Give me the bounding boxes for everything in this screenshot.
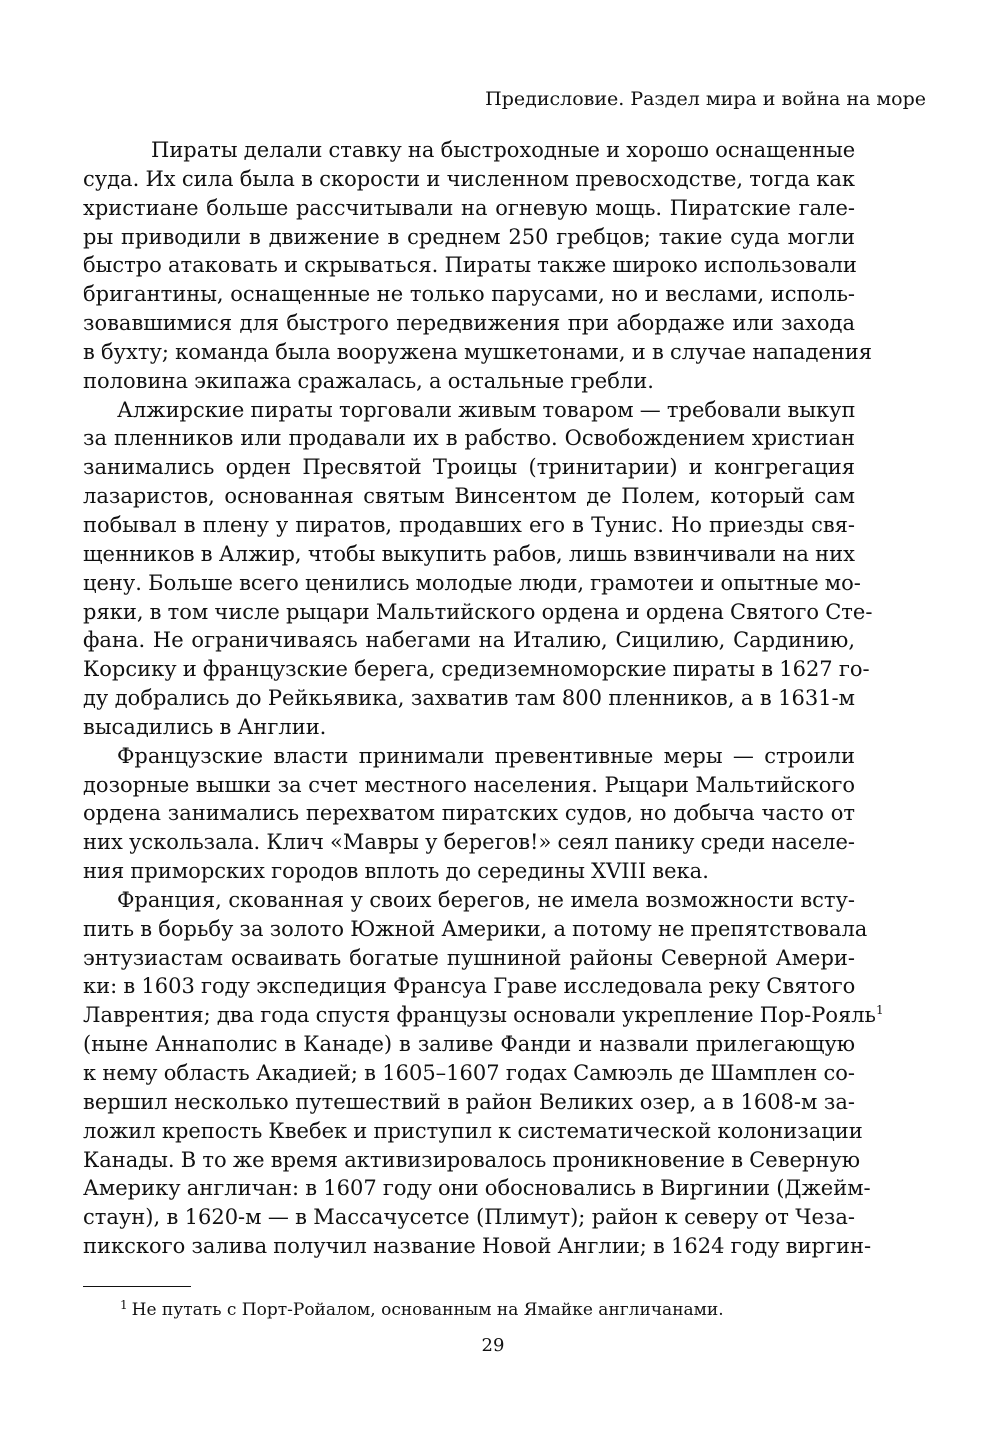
text-line: ложил крепость Квебек и приступил к систематической колонизации [83, 1118, 863, 1143]
text-line: вершил несколько путешествий в район Великих озер, а в 1608-м за- [83, 1089, 855, 1114]
running-head: Предисловие. Раздел мира и война на море [485, 88, 926, 110]
text-line: ния приморских городов вплоть до середины XVIII века. [83, 859, 709, 884]
text-line: дозорные вышки за счет местного населения. Рыцари Мальтийского [83, 772, 855, 797]
text-line: Французские власти принимали превентивные меры — строили [117, 743, 855, 768]
text-line-with-footnote [83, 1001, 884, 1030]
paragraph-1 [83, 136, 873, 396]
text-line: побывал в плену у пиратов, продавших его в Тунис. Но приезды свя- [83, 512, 855, 537]
text-line: Америку англичан: в 1607 году они обосновались в Виргинии (Джейм- [83, 1176, 871, 1201]
text-line: занимались орден Пресвятой Троицы (тринитарии) и конгрегация [83, 455, 855, 480]
text-line: половина экипажа сражалась, а остальные гребли. [83, 368, 654, 393]
body-text [83, 136, 884, 1261]
text-line: зовавшимися для быстрого передвижения при абордаже или захода [83, 311, 855, 336]
text-line: пикского залива получил название Новой Англии; в 1624 году виргин- [83, 1234, 872, 1259]
text-line: бригантины, оснащенные не только парусами, но и веслами, исполь- [83, 282, 855, 307]
text-line: в бухту; команда была вооружена мушкетонами, и в случае нападения [83, 339, 873, 364]
text-line: быстро атаковать и скрываться. Пираты также широко использовали [83, 253, 857, 278]
text-line: ряки, в том числе рыцари Мальтийского ордена и ордена Святого Сте- [83, 599, 873, 624]
footnote-divider [83, 1286, 191, 1287]
text-line: суда. Их сила была в скорости и численном превосходстве, тогда как [83, 166, 855, 191]
text-line: (ныне Аннаполис в Канаде) в заливе Фанди и назвали прилегающую [83, 1032, 855, 1057]
text-line: Корсику и французские берега, средиземноморские пираты в 1627 го- [83, 657, 870, 682]
text-line: лазаристов, основанная святым Винсентом де Полем, который сам [83, 484, 855, 509]
text-line: Пираты делали ставку на быстроходные и хорошо оснащенные [151, 138, 856, 162]
text-line: ры приводили в движение в среднем 250 гребцов; такие суда могли [83, 224, 855, 249]
text-line: ки: в 1603 году экспедиция Франсуа Граве исследовала реку Святого [83, 974, 856, 999]
text-line: пить в борьбу за золото Южной Америки, а потому не препятствовала [83, 916, 868, 941]
text-line: Франция, скованная у своих берегов, не имела возможности всту- [117, 887, 855, 912]
paragraph-4 [83, 886, 884, 1261]
text-line-content: Лаврентия; два года спустя французы основали укрепление Пор-Рояль [83, 1003, 876, 1028]
text-line: высадились в Англии. [83, 714, 327, 739]
text-line: за пленников или продавали их в рабство. Освобождением христиан [83, 426, 855, 451]
paragraph-3 [83, 742, 855, 886]
text-line: к нему область Акадией; в 1605–1607 годах Самюэль де Шамплен со- [83, 1061, 855, 1085]
text-line: энтузиастам осваивать богатые пушниной районы Северной Амери- [83, 945, 855, 970]
text-line: щенников в Алжир, чтобы выкупить рабов, лишь взвинчивали на них [83, 541, 855, 566]
text-line: ду добрались до Рейкьявика, захватив там 800 пленников, а в 1631-м [83, 686, 855, 711]
text-line: стаун), в 1620-м — в Массачусетсе (Плимут); район к северу от Чеза- [83, 1205, 855, 1230]
text-line: Канады. В то же время активизировалось проникновение в Северную [83, 1147, 861, 1172]
page-number: 29 [481, 1335, 505, 1356]
footnote-reference[interactable]: 1 [875, 1003, 884, 1018]
footnote [120, 1298, 724, 1322]
text-line: ордена занимались перехватом пиратских судов, но добыча часто от [83, 801, 855, 826]
footnote-mark: 1 [120, 1298, 128, 1312]
footnote-text: Не путать с Порт-Ройалом, основанным на Ямайке англичанами. [131, 1300, 724, 1320]
text-line: цену. Больше всего ценились молодые люди, грамотеи и опытные мо- [83, 570, 861, 595]
text-line: Алжирские пираты торговали живым товаром — требовали выкуп [117, 397, 856, 422]
paragraph-2 [83, 396, 873, 742]
text-line: них ускользала. Клич «Мавры у берегов!» сеял панику среди населе- [83, 830, 855, 855]
text-line: фана. Не ограничиваясь набегами на Италию, Сицилию, Сардинию, [83, 628, 855, 653]
text-line: христиане больше рассчитывали на огневую мощь. Пиратские гале- [83, 195, 855, 220]
